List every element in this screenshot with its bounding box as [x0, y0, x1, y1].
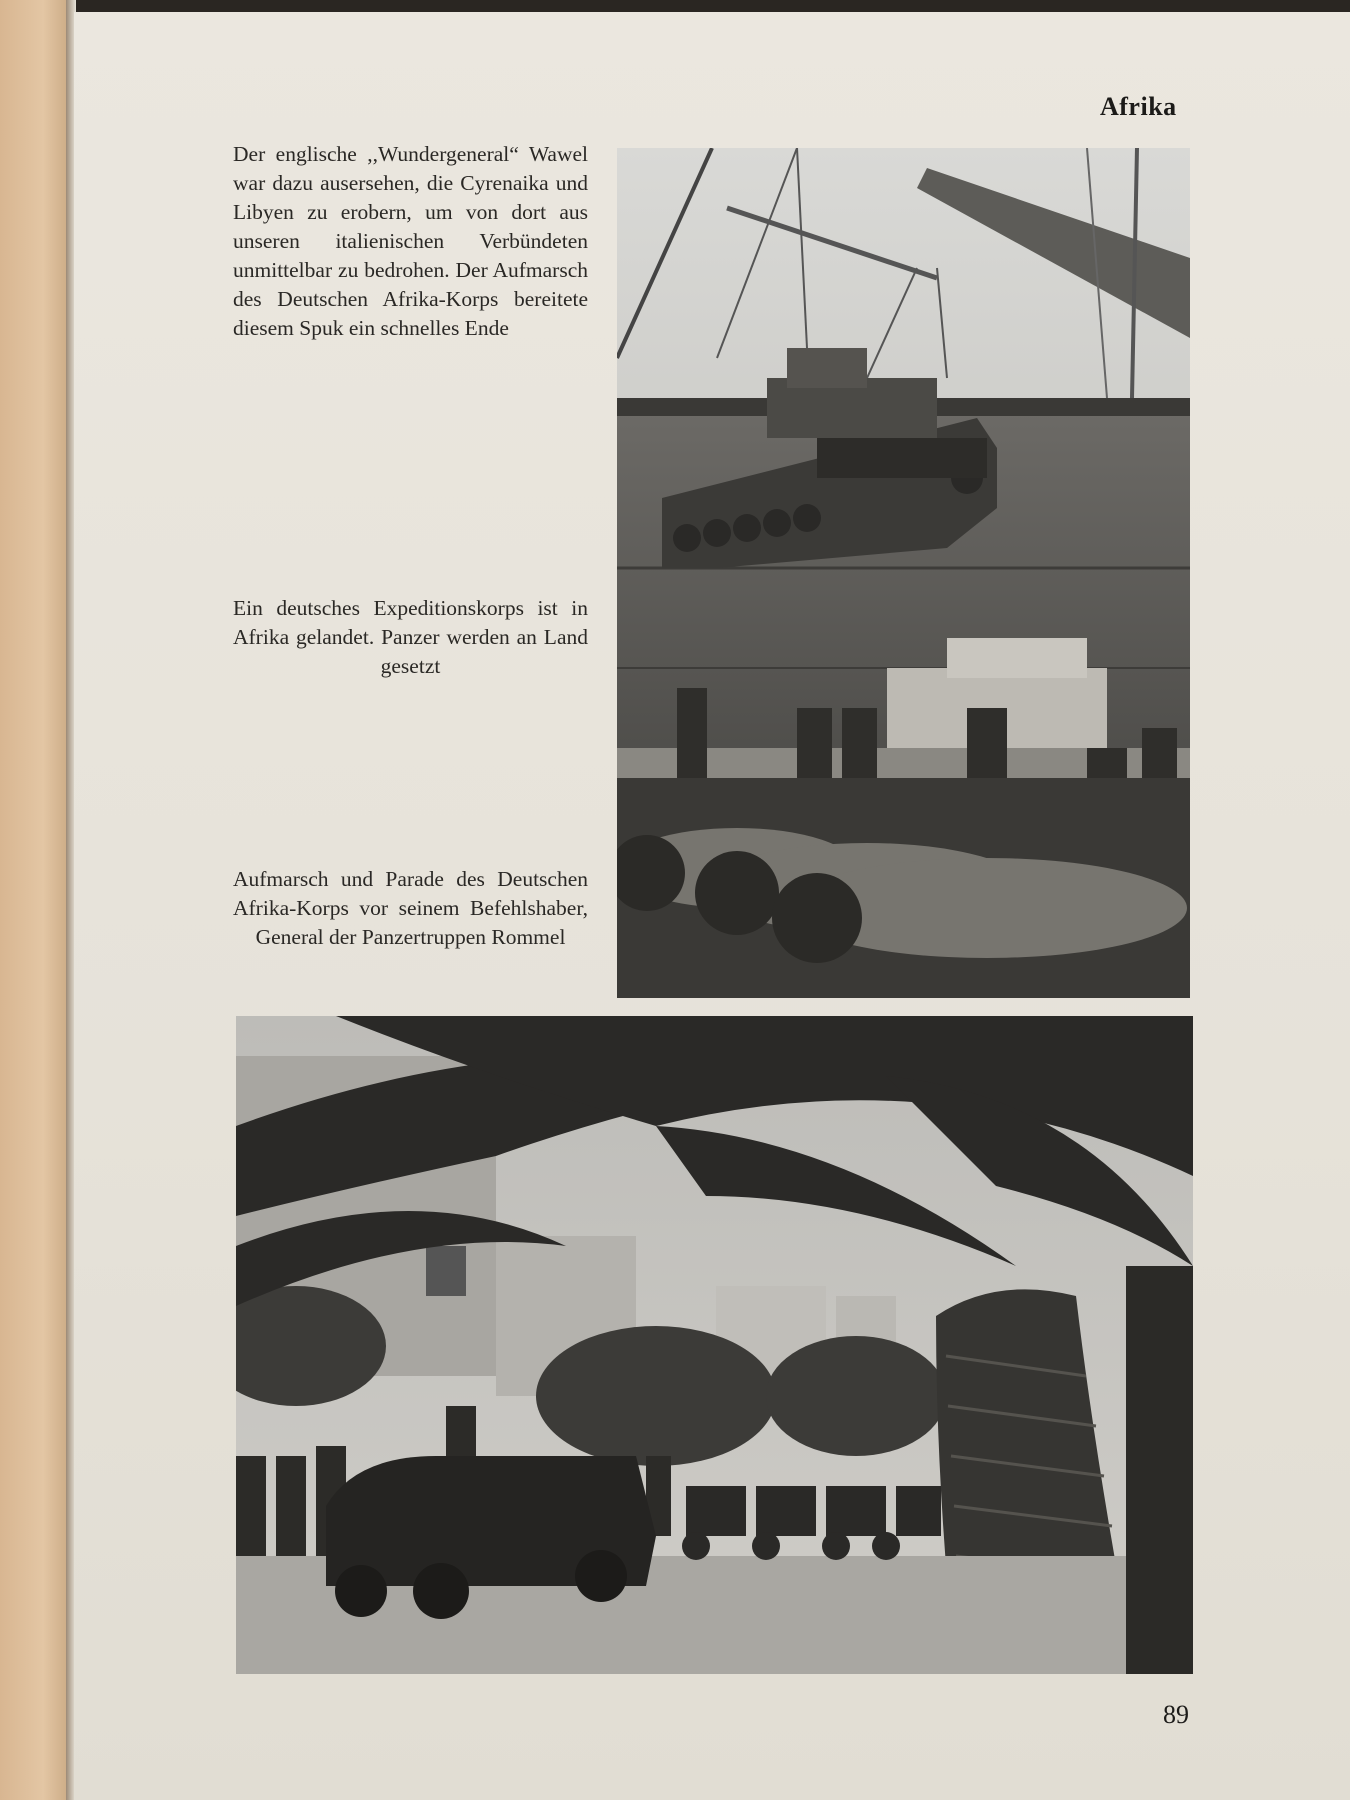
page-number: 89	[1163, 1700, 1189, 1729]
tank-caption: Ein deutsches Expeditionskorps ist in Afrika gelandet. Panzer werden an Land gesetzt	[233, 596, 588, 678]
running-title: Afrika	[1100, 92, 1177, 121]
tank-unloading-photo	[617, 148, 1190, 998]
parade-photo	[236, 1016, 1193, 1674]
ship-caption: Der englische ,,Wundergeneral“ Wawel war dazu ausersehen, die Cyrenaika und Libyen zu erobern, um von dort aus unseren italienischen Verbündeten unmittelbar zu bedrohen. Der Aufmarsch des Deutschen Afrika-Korps bereitete diesem Spuk ein schnelles Ende	[233, 142, 588, 340]
book-cover-edge	[0, 0, 72, 1800]
parade-caption: Aufmarsch und Parade des Deutschen Afrika-Korps vor seinem Befehlshaber, General der Panzertruppen Rommel	[233, 867, 588, 949]
